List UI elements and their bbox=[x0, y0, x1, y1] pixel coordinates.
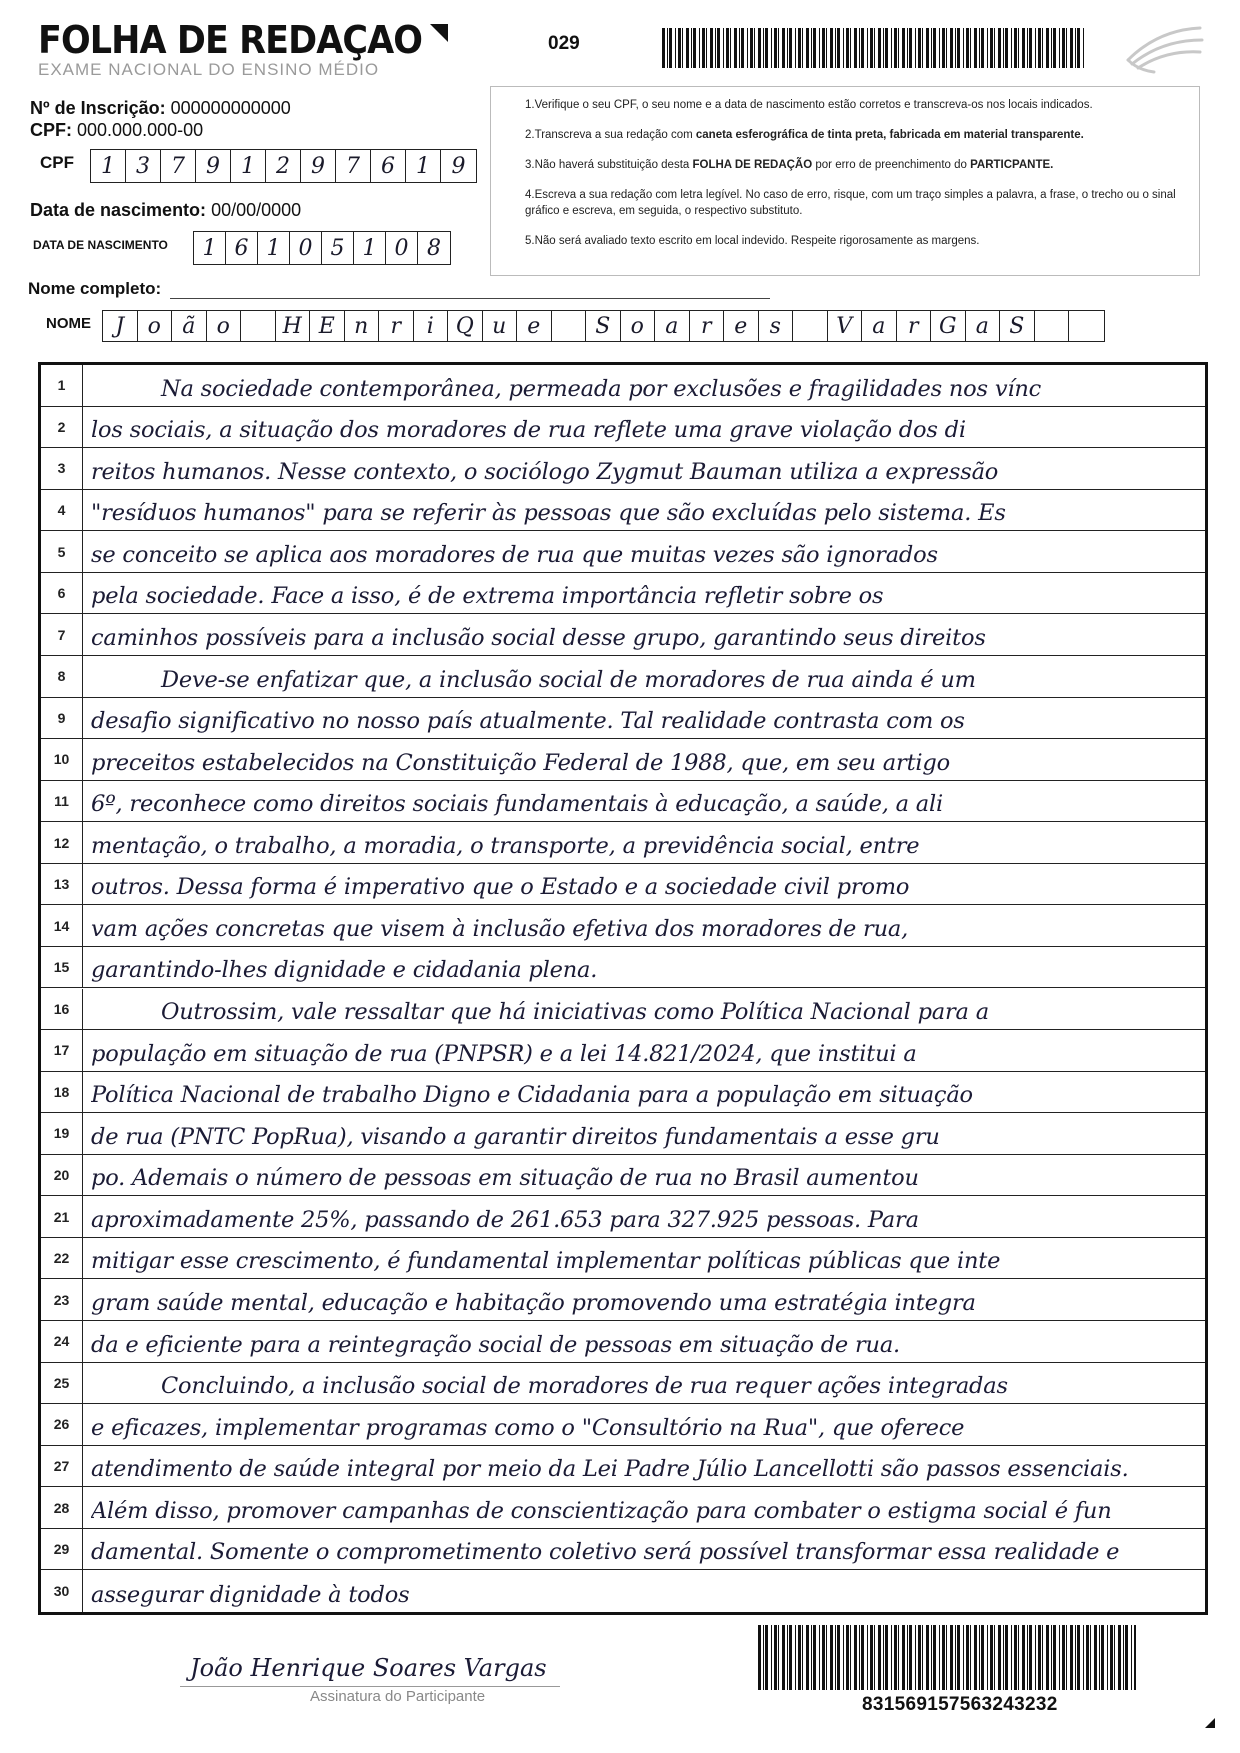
line-number: 19 bbox=[41, 1113, 83, 1154]
nascimento-value: 00/00/0000 bbox=[211, 200, 302, 220]
essay-line bbox=[41, 448, 1205, 490]
essay-line-text: Política Nacional de trabalho Digno e Cidadania para a população em situação bbox=[91, 1082, 973, 1109]
instruction-text: 2.Transcreva a sua redação com bbox=[525, 129, 696, 141]
nascimento-field bbox=[30, 200, 301, 221]
line-number: 17 bbox=[41, 1030, 83, 1071]
nome-letter-box: r bbox=[690, 311, 725, 341]
essay-line-text: desafio significativo no nosso país atualmente. Tal realidade contrasta com os bbox=[91, 708, 965, 735]
nome-letter-box: s bbox=[759, 311, 794, 341]
line-number: 14 bbox=[41, 905, 83, 946]
essay-line bbox=[41, 1321, 1205, 1363]
nascimento-label: Data de nascimento: bbox=[30, 200, 207, 220]
nome-box-label: NOME bbox=[46, 315, 91, 332]
essay-line-text: "resíduos humanos" para se referir às pessoas que são excluídas pelo sistema. Es bbox=[91, 500, 1006, 527]
line-number: 21 bbox=[41, 1196, 83, 1237]
essay-line bbox=[41, 905, 1205, 947]
nascimento-digit-box: 8 bbox=[427, 235, 441, 261]
nome-underline bbox=[170, 298, 770, 299]
essay-line-text: mentação, o trabalho, a moradia, o transporte, a previdência social, entre bbox=[91, 832, 920, 859]
instruction-item bbox=[525, 187, 1185, 219]
essay-line bbox=[41, 1570, 1205, 1612]
line-number: 24 bbox=[41, 1321, 83, 1362]
cpf-digit-boxes bbox=[90, 149, 477, 183]
form-subtitle: EXAME NACIONAL DO ENSINO MÉDIO bbox=[38, 60, 380, 79]
form-title: FOLHA DE REDAÇAO bbox=[38, 18, 423, 62]
line-number: 1 bbox=[41, 365, 83, 406]
line-number: 13 bbox=[41, 864, 83, 905]
page-code: 029 bbox=[548, 33, 580, 54]
essay-line bbox=[41, 614, 1205, 656]
line-number: 22 bbox=[41, 1238, 83, 1279]
barcode-number: 831569157563243232 bbox=[862, 1694, 1058, 1715]
essay-line-text: damental. Somente o comprometimento coletivo será possível transformar essa realidade e bbox=[91, 1539, 1120, 1566]
nome-letter-box: E bbox=[310, 311, 345, 341]
essay-line-text: pela sociedade. Face a isso, é de extrema importância refletir sobre os bbox=[91, 583, 884, 610]
line-number: 7 bbox=[41, 614, 83, 655]
line-number: 27 bbox=[41, 1446, 83, 1487]
nome-letter-box: S bbox=[1000, 311, 1035, 341]
cpf-digit-box: 7 bbox=[161, 150, 196, 182]
signature-label: Assinatura do Participante bbox=[310, 1688, 486, 1705]
nome-letter-box: a bbox=[862, 311, 897, 341]
essay-line-text: atendimento de saúde integral por meio da Lei Padre Júlio Lancellotti são passos essenciais. bbox=[91, 1456, 1129, 1483]
cpf-digit-box: 7 bbox=[336, 150, 371, 182]
cpf-digit-box: 9 bbox=[196, 150, 231, 182]
nome-letter-box: Q bbox=[448, 311, 483, 341]
line-number: 30 bbox=[41, 1570, 83, 1612]
nascimento-digit-box: 1 bbox=[354, 232, 386, 264]
instruction-text: por erro de preenchimento do bbox=[812, 159, 971, 171]
nome-letter-box: J bbox=[103, 311, 138, 341]
nascimento-digit-box: 0 bbox=[386, 232, 418, 264]
essay-line-text: Outrossim, vale ressaltar que há iniciativas como Política Nacional para a bbox=[161, 999, 989, 1026]
nome-letter-box bbox=[1069, 311, 1104, 341]
essay-line-text: outros. Dessa forma é imperativo que o Estado e a sociedade civil promo bbox=[91, 874, 910, 901]
inscricao-field bbox=[30, 98, 291, 119]
essay-line bbox=[41, 698, 1205, 740]
essay-line-text: mitigar esse crescimento, é fundamental implementar políticas públicas que inte bbox=[91, 1248, 1001, 1275]
essay-line-text: po. Ademais o número de pessoas em situação de rua no Brasil aumentou bbox=[91, 1165, 919, 1192]
instruction-text: PARTICPANTE. bbox=[970, 159, 1054, 171]
line-number: 16 bbox=[41, 989, 83, 1030]
essay-line bbox=[41, 1363, 1205, 1405]
cpf-digit-box: 9 bbox=[301, 150, 336, 182]
essay-line bbox=[41, 1072, 1205, 1114]
barcode-top bbox=[662, 28, 1086, 68]
cpf-field bbox=[30, 120, 203, 141]
line-number: 3 bbox=[41, 448, 83, 489]
registration-mark-bottom-icon bbox=[1205, 1718, 1215, 1728]
essay-line bbox=[41, 1155, 1205, 1197]
instruction-text: 3.Não haverá substituição desta bbox=[525, 159, 693, 171]
registration-mark-icon bbox=[430, 24, 448, 42]
essay-line-text: aproximadamente 25%, passando de 261.653 para 327.925 pessoas. Para bbox=[91, 1206, 919, 1233]
nome-letter-box bbox=[552, 311, 587, 341]
nome-letter-box: e bbox=[517, 311, 552, 341]
nascimento-digit-box: 1 bbox=[258, 232, 290, 264]
nome-letter-box: i bbox=[414, 311, 449, 341]
instruction-text: 5.Não será avaliado texto escrito em local indevido. Respeite rigorosamente as margens. bbox=[525, 235, 980, 247]
line-number: 29 bbox=[41, 1529, 83, 1570]
line-number: 18 bbox=[41, 1072, 83, 1113]
essay-line-text: população em situação de rua (PNPSR) e a lei 14.821/2024, que institui a bbox=[91, 1040, 917, 1067]
inscricao-label: Nº de Inscrição: bbox=[30, 98, 166, 118]
nome-letter-box: S bbox=[586, 311, 621, 341]
essay-line bbox=[41, 822, 1205, 864]
essay-line-text: reitos humanos. Nesse contexto, o sociólogo Zygmut Bauman utiliza a expressão bbox=[91, 458, 999, 485]
line-number: 26 bbox=[41, 1404, 83, 1445]
nome-letter-box bbox=[793, 311, 828, 341]
cpf-digit-box: 6 bbox=[371, 150, 406, 182]
line-number: 25 bbox=[41, 1363, 83, 1404]
essay-line-text: vam ações concretas que visem à inclusão efetiva dos moradores de rua, bbox=[91, 915, 909, 942]
essay-line bbox=[41, 490, 1205, 532]
essay-line bbox=[41, 1030, 1205, 1072]
essay-line bbox=[41, 781, 1205, 823]
essay-line bbox=[41, 531, 1205, 573]
instruction-item bbox=[525, 97, 1185, 113]
essay-line bbox=[41, 1487, 1205, 1529]
essay-line-text: 6º, reconhece como direitos sociais fundamentais à educação, a saúde, a ali bbox=[91, 791, 944, 818]
essay-line-text: da e eficiente para a reintegração social de pessoas em situação de rua. bbox=[91, 1331, 900, 1358]
nome-letter-box: o bbox=[207, 311, 242, 341]
cpf-digit-box: 1 bbox=[231, 150, 266, 182]
cpf-value: 000.000.000-00 bbox=[77, 120, 204, 140]
nome-letter-box: e bbox=[724, 311, 759, 341]
essay-line-text: gram saúde mental, educação e habitação promovendo uma estratégia integra bbox=[91, 1290, 976, 1317]
line-number: 4 bbox=[41, 490, 83, 531]
participant-signature: João Henrique Soares Vargas bbox=[190, 1654, 547, 1682]
nome-letter-box: V bbox=[828, 311, 863, 341]
nome-letter-boxes bbox=[102, 310, 1105, 342]
nome-letter-box: ã bbox=[172, 311, 207, 341]
essay-line-text: se conceito se aplica aos moradores de rua que muitas vezes são ignorados bbox=[91, 541, 938, 568]
nome-letter-box: a bbox=[655, 311, 690, 341]
cpf-box-label: CPF bbox=[40, 153, 74, 172]
nascimento-digit-box: 0 bbox=[290, 232, 322, 264]
nascimento-digit-box: 6 bbox=[226, 232, 258, 264]
essay-line bbox=[41, 739, 1205, 781]
essay-line-text: los sociais, a situação dos moradores de rua reflete uma grave violação dos di bbox=[91, 417, 966, 444]
line-number: 12 bbox=[41, 822, 83, 863]
nome-label: Nome completo: bbox=[28, 279, 162, 298]
instruction-item bbox=[525, 127, 1185, 143]
essay-line bbox=[41, 1113, 1205, 1155]
essay-line bbox=[41, 1196, 1205, 1238]
essay-line bbox=[41, 365, 1205, 407]
line-number: 10 bbox=[41, 739, 83, 780]
line-number: 6 bbox=[41, 573, 83, 614]
nome-letter-box: o bbox=[621, 311, 656, 341]
cpf-digit-box: 2 bbox=[266, 150, 301, 182]
essay-line-text: Concluindo, a inclusão social de moradores de rua requer ações integradas bbox=[161, 1373, 1008, 1400]
inscricao-value: 000000000000 bbox=[170, 98, 291, 118]
line-number: 5 bbox=[41, 531, 83, 572]
nascimento-digit-box: 5 bbox=[322, 232, 354, 264]
essay-line-text: caminhos possíveis para a inclusão social desse grupo, garantindo seus direitos bbox=[91, 624, 986, 651]
essay-line-text: Deve-se enfatizar que, a inclusão social de moradores de rua ainda é um bbox=[161, 666, 976, 693]
instruction-text: FOLHA DE REDAÇÃO bbox=[692, 159, 813, 171]
essay-line-text: Além disso, promover campanhas de conscientização para combater o estigma social é fun bbox=[91, 1497, 1112, 1524]
essay-line-text: de rua (PNTC PopRua), visando a garantir direitos fundamentais a esse gru bbox=[91, 1123, 940, 1150]
bird-logo-icon bbox=[1108, 20, 1208, 76]
barcode-bottom bbox=[758, 1625, 1136, 1690]
essay-line-text: garantindo-lhes dignidade e cidadania plena. bbox=[91, 957, 598, 984]
nome-letter-box: r bbox=[379, 311, 414, 341]
cpf-digit-box: 1 bbox=[406, 150, 441, 182]
nome-letter-box bbox=[241, 311, 276, 341]
essay-line bbox=[41, 1404, 1205, 1446]
nascimento-digit-boxes bbox=[193, 231, 451, 265]
essay-line bbox=[41, 656, 1205, 698]
line-number: 28 bbox=[41, 1487, 83, 1528]
essay-line bbox=[41, 1529, 1205, 1571]
essay-line bbox=[41, 864, 1205, 906]
cpf-digit-box: 9 bbox=[451, 153, 466, 179]
instruction-text: caneta esferográfica de tinta preta, fabricada em material transparente. bbox=[695, 129, 1084, 141]
essay-line-text: preceitos estabelecidos na Constituição Federal de 1988, que, em seu artigo bbox=[91, 749, 950, 776]
instruction-text: 1.Verifique o seu CPF, o seu nome e a data de nascimento estão corretos e transcreva-os nos locais indicados. bbox=[525, 99, 1093, 111]
line-number: 20 bbox=[41, 1155, 83, 1196]
line-number: 23 bbox=[41, 1279, 83, 1320]
nome-letter-box: r bbox=[897, 311, 932, 341]
essay-line bbox=[41, 947, 1205, 989]
essay-line-text: assegurar dignidade à todos bbox=[91, 1581, 410, 1608]
signature-line bbox=[180, 1686, 560, 1687]
line-number: 8 bbox=[41, 656, 83, 697]
essay-line-text: e eficazes, implementar programas como o "Consultório na Rua", que oferece bbox=[91, 1414, 965, 1441]
nascimento-box-label: DATA DE NASCIMENTO bbox=[33, 238, 168, 252]
essay-area bbox=[38, 362, 1208, 1615]
instructions-box bbox=[490, 86, 1200, 276]
cpf-digit-box: 3 bbox=[126, 150, 161, 182]
instruction-item bbox=[525, 157, 1185, 173]
essay-line bbox=[41, 1238, 1205, 1280]
essay-line bbox=[41, 1446, 1205, 1488]
nome-letter-box: o bbox=[138, 311, 173, 341]
nascimento-digit-box: 1 bbox=[194, 232, 226, 264]
cpf-digit-box: 1 bbox=[91, 150, 126, 182]
nome-letter-box: u bbox=[483, 311, 518, 341]
line-number: 2 bbox=[41, 407, 83, 448]
essay-line-text: Na sociedade contemporânea, permeada por exclusões e fragilidades nos vínc bbox=[161, 375, 1042, 402]
nome-letter-box: H bbox=[276, 311, 311, 341]
line-number: 11 bbox=[41, 781, 83, 822]
essay-line bbox=[41, 573, 1205, 615]
essay-line bbox=[41, 989, 1205, 1031]
line-number: 9 bbox=[41, 698, 83, 739]
nome-letter-box: G bbox=[931, 311, 966, 341]
nome-letter-box: n bbox=[345, 311, 380, 341]
nome-letter-box: a bbox=[966, 311, 1001, 341]
instruction-item bbox=[525, 233, 1185, 249]
cpf-label: CPF: bbox=[30, 120, 72, 140]
line-number: 15 bbox=[41, 947, 83, 988]
essay-line bbox=[41, 407, 1205, 449]
instruction-text: 4.Escreva a sua redação com letra legível. No caso de erro, risque, com um traço simples a palavra, a frase, o trecho ou o sinal gráfico e escreva, em seguida, o respectivo substituto. bbox=[525, 189, 1176, 217]
essay-line bbox=[41, 1279, 1205, 1321]
nome-letter-box bbox=[1035, 311, 1070, 341]
